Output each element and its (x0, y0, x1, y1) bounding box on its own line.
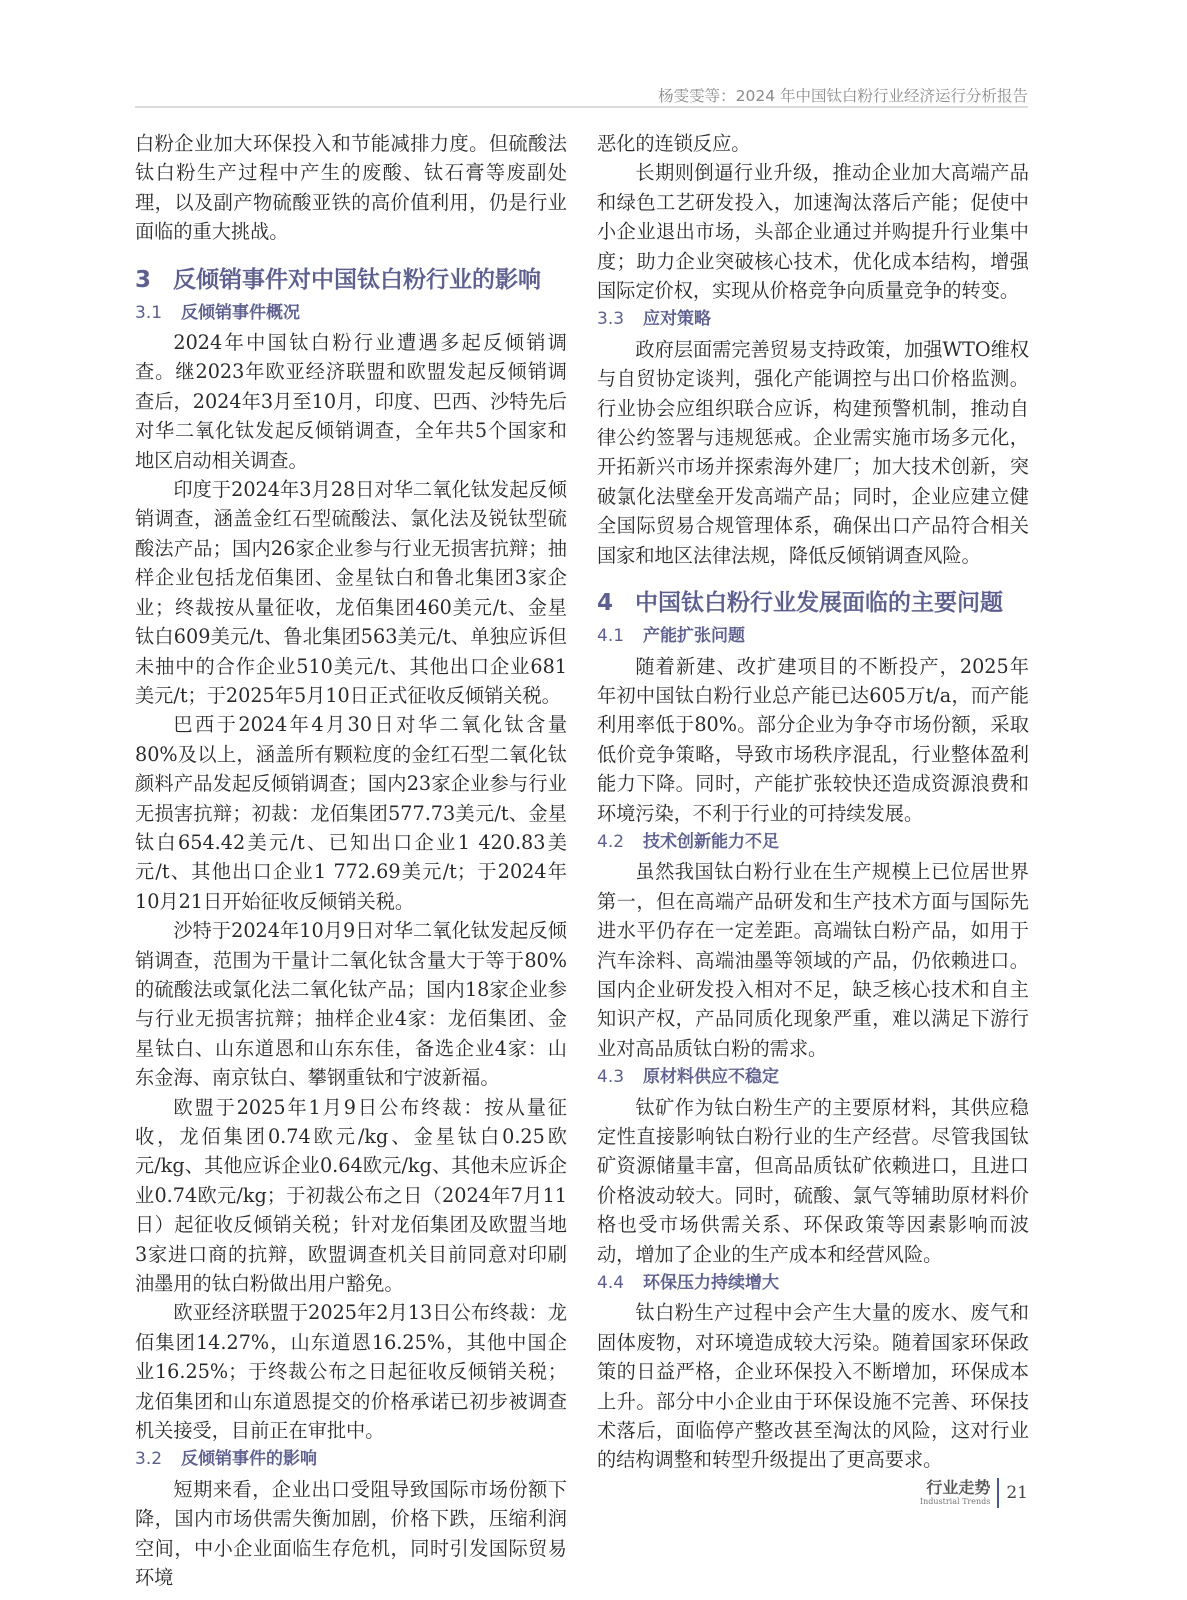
subsection-title: 环保压力持续增大 (643, 1273, 779, 1294)
subsection-title: 原材料供应不稳定 (643, 1067, 779, 1088)
paragraph: 钛矿作为钛白粉生产的主要原材料，其供应稳定性直接影响钛白粉行业的生产经营。尽管我国钛矿资源储量丰富，但高品质钛矿依赖进口，且进口价格波动较大。同时，硫酸、氯气等辅助原材料价格也受市场供需关系、环保政策等因素影响而波动，增加了企业的生产成本和经营风险。 (597, 1095, 1029, 1266)
header-rule (135, 106, 1028, 108)
subsection-heading-3-3 (597, 305, 1029, 334)
paragraph: 巴西于2024年4月30日对华二氧化钛含量80%及以上，涵盖所有颗粒度的金红石型二氧化钛颜料产品发起反倾销调查；国内23家企业参与行业无损害抗辩；初裁：龙佰集团577.73美元/t、金星钛白654.42美元/t、已知出口企业1 420.83美元/t、其他出口企业1 772.69美元/t；于2024年10月21日开始征收反倾销关税。 (135, 713, 567, 913)
subsection-heading-3-1 (135, 299, 567, 328)
subsection-title: 应对策略 (643, 309, 711, 330)
paragraph: 随着新建、改扩建项目的不断投产，2025年年初中国钛白粉行业总产能已达605万t/a，而产能利用率低于80%。部分企业为争夺市场份额，采取低价竞争策略，导致市场秩序混乱，行业整体盈利能力下降。同时，产能扩张较快还造成资源浪费和环境污染，不利于行业的可持续发展。 (597, 654, 1029, 825)
subsection-heading-4-1 (597, 622, 1029, 651)
left-column (135, 129, 567, 1593)
page-number: 21 (1006, 1483, 1028, 1503)
section-title: 中国钛白粉行业发展面临的主要问题 (635, 590, 1003, 617)
paragraph: 短期来看，企业出口受阻导致国际市场份额下降，国内市场供需失衡加剧，价格下跌，压缩利润空间，中小企业面临生存危机，同时引发国际贸易环境 (135, 1477, 567, 1590)
running-title: 杨雯雯等：2024 年中国钛白粉行业经济运行分析报告 (658, 87, 1028, 105)
subsection-heading-4-2 (597, 828, 1029, 857)
paragraph: 长期则倒逼行业升级，推动企业加大高端产品和绿色工艺研发投入，加速淘汰落后产能；促使中小企业退出市场，头部企业通过并购提升行业集中度；助力企业突破核心技术，优化成本结构，增强国际定价权，实现从价格竞争向质量竞争的转变。 (597, 161, 1029, 303)
section-title: 反倾销事件对中国钛白粉行业的影响 (173, 266, 541, 293)
paragraph: 欧盟于2025年1月9日公布终裁：按从量征收，龙佰集团0.74欧元/kg、金星钛白0.25欧元/kg、其他应诉企业0.64欧元/kg、其他未应诉企业0.74欧元/kg；于初裁公布之日（2024年7月11日）起征收反倾销关税；针对龙佰集团及欧盟当地3家进口商的抗辩，欧盟调查机关目前同意对印刷油墨用的钛白粉做出用户豁免。 (135, 1095, 567, 1296)
subsection-heading-3-2 (135, 1445, 567, 1474)
subsection-heading-4-4 (597, 1269, 1029, 1298)
subsection-number: 4.1 (597, 626, 625, 647)
paragraph: 钛白粉生产过程中会产生大量的废水、废气和固体废物，对环境造成较大污染。随着国家环保政策的日益严格，企业环保投入不断增加，环保成本上升。部分中小企业由于环保设施不完善、环保技术落后，面临停产整改甚至淘汰的风险，这对行业的结构调整和转型升级提出了更高要求。 (597, 1301, 1029, 1472)
paragraph: 2024年中国钛白粉行业遭遇多起反倾销调查。继2023年欧亚经济联盟和欧盟发起反倾销调查后，2024年3月至10月，印度、巴西、沙特先后对华二氧化钛发起反倾销调查，全年共5个国家和地区启动相关调查。 (135, 331, 567, 472)
paragraph: 白粉企业加大环保投入和节能减排力度。但硫酸法钛白粉生产过程中产生的废酸、钛石膏等废副处理，以及副产物硫酸亚铁的高价值利用，仍是行业面临的重大挑战。 (135, 132, 567, 244)
subsection-number: 4.2 (597, 831, 625, 852)
subsection-number: 4.4 (597, 1273, 625, 1294)
footer-divider (997, 1478, 999, 1508)
paragraph: 欧亚经济联盟于2025年2月13日公布终裁：龙佰集团14.27%，山东道恩16.25%，其他中国企业16.25%；于终裁公布之日起征收反倾销关税；龙佰集团和山东道恩提交的价格承诺已初步被调查机关接受，目前正在审批中。 (135, 1301, 567, 1443)
paragraph: 政府层面需完善贸易支持政策，加强WTO维权与自贸协定谈判，强化产能调控与出口价格监测。行业协会应组织联合应诉，构建预警机制，推动自律公约签署与违规惩戒。企业需实施市场多元化，开拓新兴市场并探索海外建厂；加大技术创新，突破氯化法壁垒开发高端产品；同时，企业应建立健全国际贸易合规管理体系，确保出口产品符合相关国家和地区法律法规，降低反倾销调查风险。 (597, 337, 1030, 567)
subsection-number: 4.3 (597, 1067, 625, 1088)
section-name-zh: 行业走势 (926, 1478, 991, 1497)
paragraph: 恶化的连锁反应。 (597, 132, 751, 155)
subsection-number: 3.3 (597, 309, 625, 330)
subsection-number: 3.2 (135, 1449, 163, 1470)
subsection-title: 技术创新能力不足 (643, 831, 779, 852)
right-column (597, 129, 1029, 1475)
section-brand (920, 1479, 990, 1507)
subsection-title: 反倾销事件的影响 (181, 1449, 317, 1470)
section-number: 3 (135, 266, 152, 293)
section-heading-3 (135, 265, 567, 295)
subsection-number: 3.1 (135, 302, 163, 323)
subsection-heading-4-3 (597, 1063, 1029, 1092)
paragraph: 沙特于2024年10月9日对华二氧化钛发起反倾销调查，范围为干量计二氧化钛含量大于等于80%的硫酸法或氯化法二氧化钛产品；国内18家企业参与行业无损害抗辩；抽样企业4家：龙佰集团、金星钛白、山东道恩和山东东佳，备选企业4家：山东金海、南京钛白、攀钢重钛和宁波新福。 (135, 919, 567, 1090)
subsection-title: 反倾销事件概况 (181, 302, 300, 323)
section-heading-4 (597, 588, 1029, 618)
subsection-title: 产能扩张问题 (643, 626, 745, 647)
page-footer (920, 1478, 1028, 1508)
paragraph: 印度于2024年3月28日对华二氧化钛发起反倾销调查，涵盖金红石型硫酸法、氯化法及锐钛型硫酸法产品；国内26家企业参与行业无损害抗辩；抽样企业包括龙佰集团、金星钛白和鲁北集团3家企业；终裁按从量征收，龙佰集团460美元/t、金星钛白609美元/t、鲁北集团563美元/t、单独应诉但未抽中的合作企业510美元/t、其他出口企业681美元/t；于2025年5月10日正式征收反倾销关税。 (135, 478, 567, 707)
section-number: 4 (597, 590, 614, 617)
section-name-en: Industrial Trends (919, 1497, 991, 1506)
paragraph: 虽然我国钛白粉行业在生产规模上已位居世界第一，但在高端产品研发和生产技术方面与国际先进水平仍存在一定差距。高端钛白粉产品，如用于汽车涂料、高端油墨等领域的产品，仍依赖进口。国内企业研发投入相对不足，缺乏核心技术和自主知识产权，产品同质化现象严重，难以满足下游行业对高品质钛白粉的需求。 (597, 860, 1029, 1060)
